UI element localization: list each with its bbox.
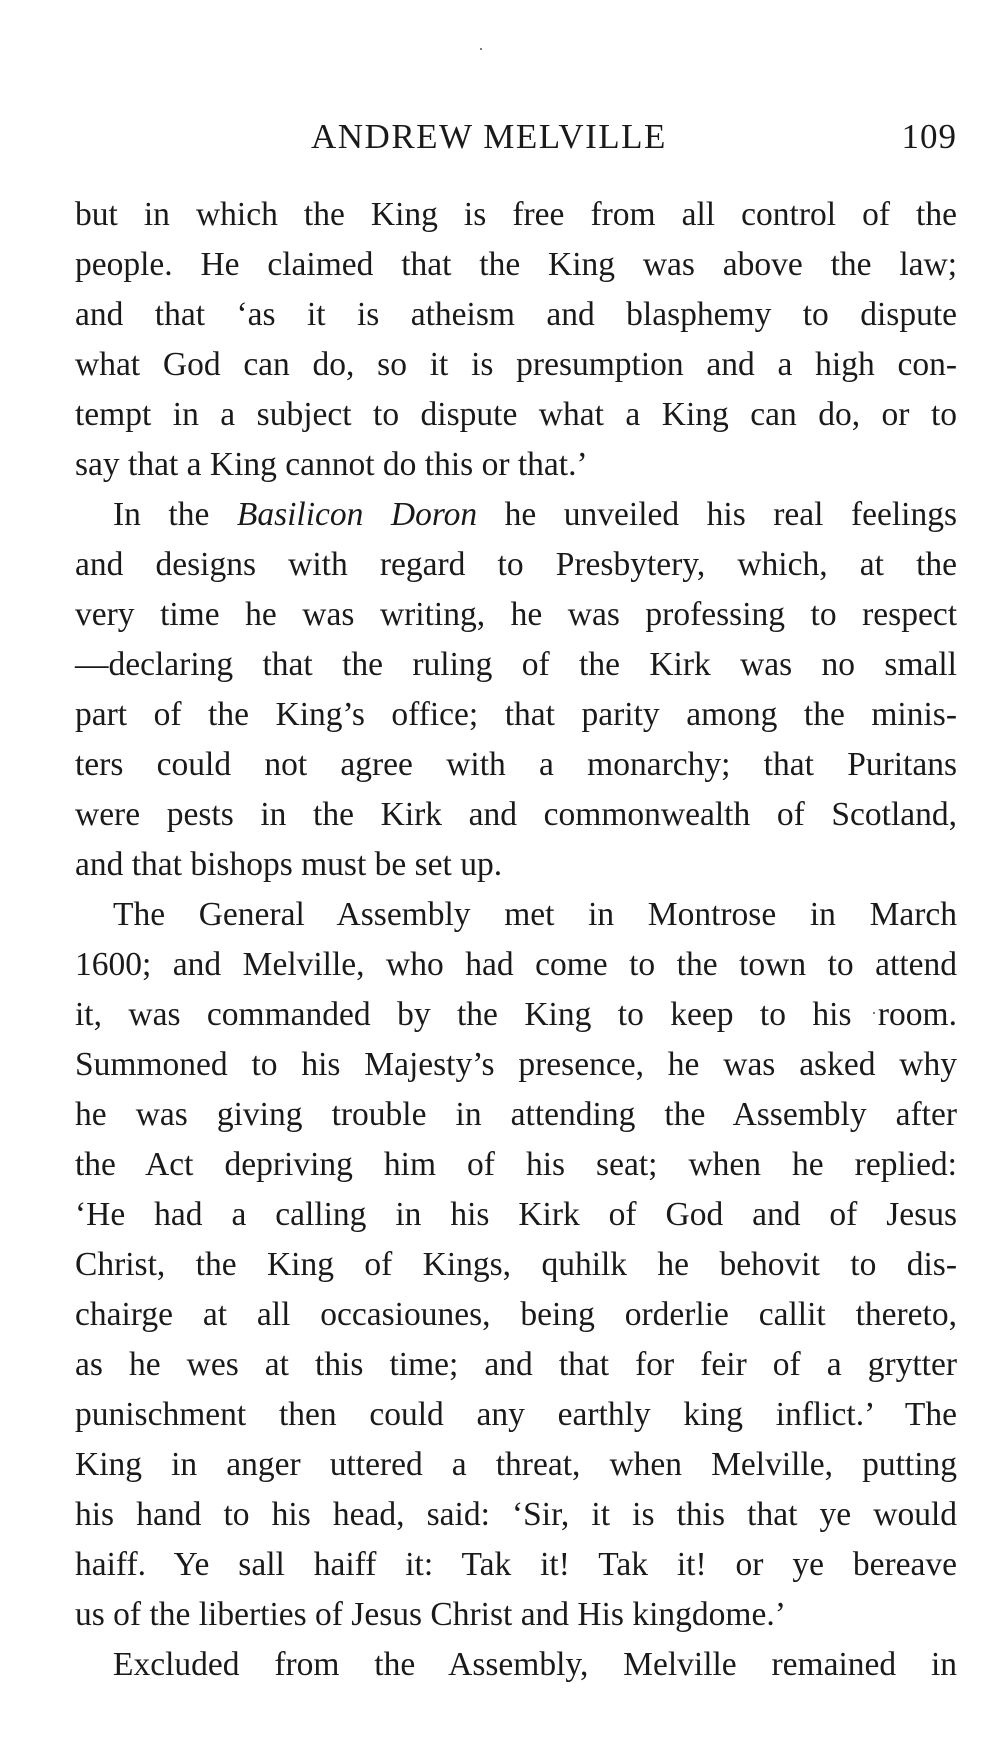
text-line: what God can do, so it is presumption and a high con-	[75, 346, 957, 383]
page-header	[75, 112, 957, 162]
paragraph	[75, 890, 957, 1640]
text-line: and designs with regard to Presbytery, which, at the	[75, 546, 957, 583]
text-line: were pests in the Kirk and commonwealth of Scotland,	[75, 796, 957, 833]
text-line: ters could not agree with a monarchy; that Puritans	[75, 746, 957, 783]
text-line: punischment then could any earthly king inflict.’ The	[75, 1396, 957, 1433]
text-line	[75, 490, 957, 540]
text-line: haiff. Ye sall haiff it: Tak it! Tak it! or ye bereave	[75, 1546, 957, 1583]
text-line: part of the King’s office; that parity among the minis-	[75, 696, 957, 733]
page-number: 109	[901, 117, 957, 156]
paragraph	[75, 1640, 957, 1690]
text-line: and that ‘as it is atheism and blasphemy to dispute	[75, 296, 957, 333]
text-line: Excluded from the Assembly, Melville remained in	[113, 1646, 957, 1683]
text-line: Christ, the King of Kings, quhilk he behovit to dis-	[75, 1246, 957, 1283]
book-title: Basilicon Doron	[236, 496, 478, 533]
text-line: people. He claimed that the King was above the law;	[75, 246, 957, 283]
text-line: it, was commanded by the King to keep to his room.	[75, 996, 957, 1033]
body-text	[75, 190, 957, 1690]
text-run: he unveiled his real feelings	[477, 496, 958, 533]
paragraph	[75, 190, 957, 490]
text-line: very time he was writing, he was professing to respect	[75, 596, 957, 633]
text-line: he was giving trouble in attending the Assembly after	[75, 1096, 957, 1133]
text-line: —declaring that the ruling of the Kirk was no small	[75, 646, 957, 683]
text-run: In the	[113, 496, 237, 533]
text-line: but in which the King is free from all control of the	[75, 196, 957, 233]
text-line: the Act depriving him of his seat; when he replied:	[75, 1146, 957, 1183]
text-line: and that bishops must be set up.	[75, 846, 503, 883]
text-line: The General Assembly met in Montrose in March	[113, 896, 957, 933]
text-line: us of the liberties of Jesus Christ and His kingdome.’	[75, 1596, 786, 1633]
text-line: ‘He had a calling in his Kirk of God and of Jesus	[75, 1196, 957, 1233]
paragraph	[75, 490, 957, 890]
text-line: tempt in a subject to dispute what a King can do, or to	[75, 396, 957, 433]
text-line: say that a King cannot do this or that.’	[75, 446, 588, 483]
text-line: King in anger uttered a threat, when Melville, putting	[75, 1446, 957, 1483]
running-title: ANDREW MELVILLE	[311, 117, 667, 156]
text-line: as he wes at this time; and that for feir of a grytter	[75, 1346, 957, 1383]
text-line: his hand to his head, said: ‘Sir, it is this that ye would	[75, 1496, 957, 1533]
text-line: 1600; and Melville, who had come to the town to attend	[75, 946, 957, 983]
text-line: chairge at all occasiounes, being orderlie callit thereto,	[75, 1296, 957, 1333]
speck-mark	[480, 48, 482, 50]
text-line: Summoned to his Majesty’s presence, he was asked why	[75, 1046, 957, 1083]
